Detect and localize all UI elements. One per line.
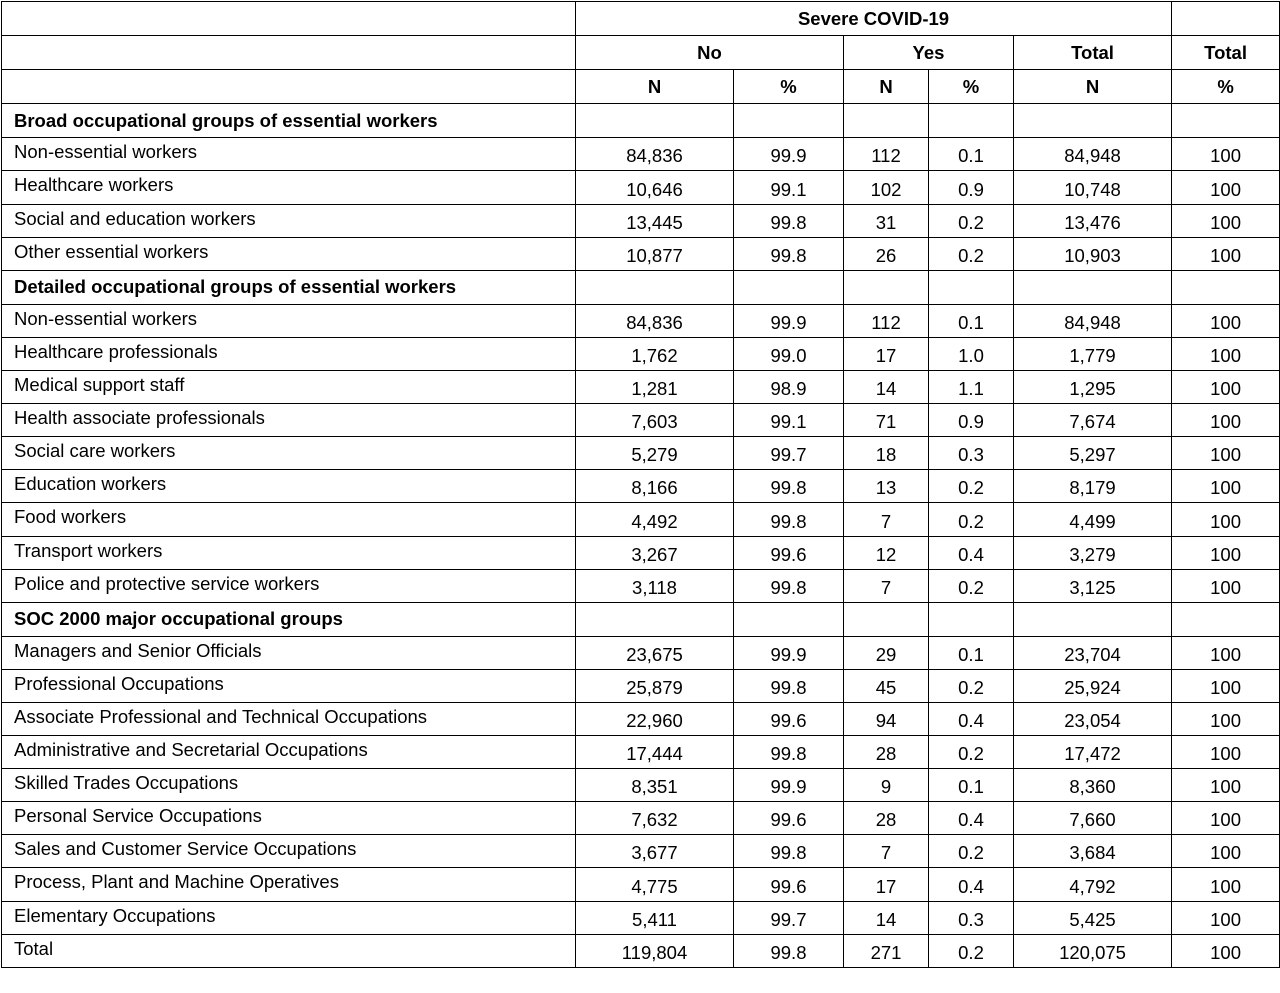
- cell-no-pct: 99.9: [734, 769, 844, 802]
- cell-no-n: 7,632: [576, 802, 734, 835]
- cell-total-n: 84,948: [1014, 138, 1172, 171]
- row-label: Medical support staff: [2, 371, 576, 404]
- cell-yes-pct: 0.1: [929, 769, 1014, 802]
- cell-no-pct: 98.9: [734, 371, 844, 404]
- header-row-2: [2, 36, 1280, 70]
- cell-yes-pct: 0.2: [929, 237, 1014, 270]
- cell-yes-n: 17: [844, 337, 929, 370]
- cell-no-pct: 99.8: [734, 835, 844, 868]
- cell-total-pct: 100: [1172, 536, 1280, 569]
- cell-total-n: 8,179: [1014, 470, 1172, 503]
- cell-total-pct: 100: [1172, 337, 1280, 370]
- cell-total-pct: 100: [1172, 736, 1280, 769]
- cell-yes-pct: 0.2: [929, 470, 1014, 503]
- cell-total-n: 10,903: [1014, 237, 1172, 270]
- cell-yes-n: 7: [844, 503, 929, 536]
- cell-total-pct: 100: [1172, 470, 1280, 503]
- header-no-n: N: [576, 70, 734, 104]
- table-row: [2, 736, 1280, 769]
- cell-yes-n: 29: [844, 636, 929, 669]
- cell-yes-pct: 0.4: [929, 802, 1014, 835]
- row-label: Skilled Trades Occupations: [2, 769, 576, 802]
- cell-total-n: 7,674: [1014, 404, 1172, 437]
- cell-no-n: 8,166: [576, 470, 734, 503]
- cell-total-pct: 100: [1172, 304, 1280, 337]
- cell-no-n: 3,118: [576, 569, 734, 602]
- cell-total-pct: 100: [1172, 669, 1280, 702]
- cell-total-n: 25,924: [1014, 669, 1172, 702]
- cell-yes-n: 14: [844, 371, 929, 404]
- cell-no-pct: 99.8: [734, 736, 844, 769]
- section-header-row: [2, 270, 1280, 304]
- cell-no-n: 5,411: [576, 901, 734, 934]
- cell-no-n: 10,646: [576, 171, 734, 204]
- row-label: Transport workers: [2, 536, 576, 569]
- cell-yes-pct: 0.2: [929, 669, 1014, 702]
- cell-total-n: 23,054: [1014, 702, 1172, 735]
- cell-no-n: 23,675: [576, 636, 734, 669]
- cell-no-pct: 99.8: [734, 934, 844, 967]
- cell-total-pct: 100: [1172, 437, 1280, 470]
- cell-yes-pct: 0.4: [929, 702, 1014, 735]
- cell-total-pct: 100: [1172, 204, 1280, 237]
- cell-no-pct: 99.7: [734, 901, 844, 934]
- cell-yes-pct: 0.4: [929, 536, 1014, 569]
- row-label: Total: [2, 934, 576, 967]
- cell-no-n: 84,836: [576, 138, 734, 171]
- cell-no-pct: 99.9: [734, 636, 844, 669]
- table-row: [2, 802, 1280, 835]
- cell-no-pct: 99.1: [734, 171, 844, 204]
- cell-total-n: 3,125: [1014, 569, 1172, 602]
- table-row: [2, 337, 1280, 370]
- cell-total-n: 3,684: [1014, 835, 1172, 868]
- header-total-pct-unit: %: [1172, 70, 1280, 104]
- table-row: [2, 669, 1280, 702]
- cell-no-pct: 99.8: [734, 669, 844, 702]
- cell-no-n: 3,267: [576, 536, 734, 569]
- cell-total-pct: 100: [1172, 702, 1280, 735]
- header-row-3: [2, 70, 1280, 104]
- cell-yes-n: 14: [844, 901, 929, 934]
- cell-total-pct: 100: [1172, 769, 1280, 802]
- cell-yes-n: 94: [844, 702, 929, 735]
- table-row: [2, 304, 1280, 337]
- cell-yes-n: 17: [844, 868, 929, 901]
- empty-cell: [734, 270, 844, 304]
- empty-cell: [844, 602, 929, 636]
- cell-yes-n: 13: [844, 470, 929, 503]
- cell-yes-n: 45: [844, 669, 929, 702]
- empty-cell: [929, 104, 1014, 138]
- cell-total-pct: 100: [1172, 237, 1280, 270]
- table-row: [2, 536, 1280, 569]
- row-label: Other essential workers: [2, 237, 576, 270]
- cell-no-n: 4,775: [576, 868, 734, 901]
- cell-yes-n: 26: [844, 237, 929, 270]
- cell-yes-n: 28: [844, 736, 929, 769]
- header-blank: [1172, 2, 1280, 36]
- row-label: Education workers: [2, 470, 576, 503]
- cell-yes-n: 102: [844, 171, 929, 204]
- row-label: Sales and Customer Service Occupations: [2, 835, 576, 868]
- cell-yes-pct: 0.1: [929, 304, 1014, 337]
- cell-yes-n: 18: [844, 437, 929, 470]
- empty-cell: [844, 104, 929, 138]
- cell-yes-n: 112: [844, 304, 929, 337]
- header-total-pct: Total: [1172, 36, 1280, 70]
- row-label: Professional Occupations: [2, 669, 576, 702]
- empty-cell: [1014, 104, 1172, 138]
- section-title: SOC 2000 major occupational groups: [2, 602, 576, 636]
- empty-cell: [734, 104, 844, 138]
- cell-yes-n: 12: [844, 536, 929, 569]
- cell-yes-pct: 0.2: [929, 204, 1014, 237]
- cell-yes-n: 28: [844, 802, 929, 835]
- cell-total-n: 120,075: [1014, 934, 1172, 967]
- table-row: [2, 404, 1280, 437]
- covid-occupation-table: [1, 1, 1280, 968]
- cell-no-n: 5,279: [576, 437, 734, 470]
- cell-yes-pct: 0.2: [929, 503, 1014, 536]
- cell-total-n: 5,425: [1014, 901, 1172, 934]
- empty-cell: [576, 104, 734, 138]
- empty-cell: [576, 602, 734, 636]
- table-row: [2, 371, 1280, 404]
- cell-no-pct: 99.9: [734, 304, 844, 337]
- cell-yes-pct: 0.2: [929, 569, 1014, 602]
- empty-cell: [844, 270, 929, 304]
- row-label: Food workers: [2, 503, 576, 536]
- cell-no-n: 119,804: [576, 934, 734, 967]
- cell-yes-pct: 0.1: [929, 636, 1014, 669]
- table-row: [2, 769, 1280, 802]
- cell-no-pct: 99.8: [734, 204, 844, 237]
- cell-total-n: 84,948: [1014, 304, 1172, 337]
- section-title: Detailed occupational groups of essential workers: [2, 270, 576, 304]
- header-yes: Yes: [844, 36, 1014, 70]
- cell-yes-pct: 1.1: [929, 371, 1014, 404]
- cell-no-pct: 99.1: [734, 404, 844, 437]
- header-severe-covid: Severe COVID-19: [576, 2, 1172, 36]
- cell-yes-pct: 1.0: [929, 337, 1014, 370]
- table-row: [2, 138, 1280, 171]
- cell-total-pct: 100: [1172, 404, 1280, 437]
- cell-no-n: 4,492: [576, 503, 734, 536]
- cell-total-pct: 100: [1172, 934, 1280, 967]
- empty-cell: [734, 602, 844, 636]
- row-label: Process, Plant and Machine Operatives: [2, 868, 576, 901]
- cell-no-n: 1,281: [576, 371, 734, 404]
- row-label: Health associate professionals: [2, 404, 576, 437]
- cell-yes-n: 271: [844, 934, 929, 967]
- cell-no-n: 3,677: [576, 835, 734, 868]
- empty-cell: [1172, 104, 1280, 138]
- cell-total-n: 7,660: [1014, 802, 1172, 835]
- row-label: Police and protective service workers: [2, 569, 576, 602]
- row-label: Social and education workers: [2, 204, 576, 237]
- header-yes-n: N: [844, 70, 929, 104]
- cell-total-pct: 100: [1172, 138, 1280, 171]
- table-row: [2, 636, 1280, 669]
- row-label: Administrative and Secretarial Occupations: [2, 736, 576, 769]
- table-row: [2, 868, 1280, 901]
- table-row: [2, 503, 1280, 536]
- cell-yes-pct: 0.3: [929, 901, 1014, 934]
- cell-no-n: 10,877: [576, 237, 734, 270]
- cell-total-n: 23,704: [1014, 636, 1172, 669]
- cell-total-n: 1,779: [1014, 337, 1172, 370]
- cell-total-n: 5,297: [1014, 437, 1172, 470]
- cell-yes-n: 9: [844, 769, 929, 802]
- cell-no-pct: 99.0: [734, 337, 844, 370]
- table-row: [2, 171, 1280, 204]
- cell-yes-pct: 0.4: [929, 868, 1014, 901]
- cell-total-n: 1,295: [1014, 371, 1172, 404]
- header-row-1: [2, 2, 1280, 36]
- cell-yes-pct: 0.9: [929, 404, 1014, 437]
- table-row: [2, 702, 1280, 735]
- row-label: Managers and Senior Officials: [2, 636, 576, 669]
- row-label: Elementary Occupations: [2, 901, 576, 934]
- cell-yes-pct: 0.2: [929, 736, 1014, 769]
- cell-total-pct: 100: [1172, 371, 1280, 404]
- cell-yes-pct: 0.1: [929, 138, 1014, 171]
- cell-no-n: 22,960: [576, 702, 734, 735]
- cell-no-n: 84,836: [576, 304, 734, 337]
- cell-total-pct: 100: [1172, 503, 1280, 536]
- cell-no-n: 1,762: [576, 337, 734, 370]
- cell-yes-n: 71: [844, 404, 929, 437]
- cell-total-n: 3,279: [1014, 536, 1172, 569]
- table-row: [2, 569, 1280, 602]
- header-blank: [2, 2, 576, 36]
- cell-no-pct: 99.9: [734, 138, 844, 171]
- table-row: [2, 237, 1280, 270]
- cell-total-pct: 100: [1172, 802, 1280, 835]
- row-label: Healthcare workers: [2, 171, 576, 204]
- cell-total-pct: 100: [1172, 171, 1280, 204]
- header-no-pct: %: [734, 70, 844, 104]
- cell-total-pct: 100: [1172, 868, 1280, 901]
- cell-no-n: 25,879: [576, 669, 734, 702]
- cell-total-n: 4,499: [1014, 503, 1172, 536]
- header-blank: [2, 70, 576, 104]
- cell-no-pct: 99.8: [734, 569, 844, 602]
- row-label: Personal Service Occupations: [2, 802, 576, 835]
- cell-no-pct: 99.8: [734, 503, 844, 536]
- cell-no-pct: 99.7: [734, 437, 844, 470]
- cell-no-pct: 99.6: [734, 536, 844, 569]
- cell-total-n: 10,748: [1014, 171, 1172, 204]
- cell-yes-n: 7: [844, 835, 929, 868]
- row-label: Associate Professional and Technical Occupations: [2, 702, 576, 735]
- cell-total-n: 8,360: [1014, 769, 1172, 802]
- section-header-row: [2, 104, 1280, 138]
- table-row: [2, 204, 1280, 237]
- cell-no-n: 17,444: [576, 736, 734, 769]
- cell-total-n: 17,472: [1014, 736, 1172, 769]
- header-no: No: [576, 36, 844, 70]
- cell-no-pct: 99.8: [734, 470, 844, 503]
- cell-yes-pct: 0.2: [929, 835, 1014, 868]
- table-row: [2, 835, 1280, 868]
- cell-total-pct: 100: [1172, 835, 1280, 868]
- row-label: Non-essential workers: [2, 304, 576, 337]
- cell-no-pct: 99.6: [734, 702, 844, 735]
- cell-total-n: 13,476: [1014, 204, 1172, 237]
- empty-cell: [1172, 270, 1280, 304]
- cell-no-pct: 99.8: [734, 237, 844, 270]
- cell-no-pct: 99.6: [734, 868, 844, 901]
- cell-no-n: 7,603: [576, 404, 734, 437]
- cell-total-pct: 100: [1172, 901, 1280, 934]
- header-total: Total: [1014, 36, 1172, 70]
- cell-no-n: 8,351: [576, 769, 734, 802]
- cell-no-n: 13,445: [576, 204, 734, 237]
- header-yes-pct: %: [929, 70, 1014, 104]
- empty-cell: [576, 270, 734, 304]
- header-blank: [2, 36, 576, 70]
- table-row: [2, 470, 1280, 503]
- table-row: [2, 437, 1280, 470]
- cell-yes-n: 7: [844, 569, 929, 602]
- cell-total-n: 4,792: [1014, 868, 1172, 901]
- empty-cell: [929, 602, 1014, 636]
- cell-no-pct: 99.6: [734, 802, 844, 835]
- cell-yes-n: 112: [844, 138, 929, 171]
- header-total-n: N: [1014, 70, 1172, 104]
- cell-yes-n: 31: [844, 204, 929, 237]
- section-header-row: [2, 602, 1280, 636]
- row-label: Social care workers: [2, 437, 576, 470]
- empty-cell: [1014, 602, 1172, 636]
- total-row: [2, 934, 1280, 967]
- empty-cell: [929, 270, 1014, 304]
- empty-cell: [1172, 602, 1280, 636]
- cell-yes-pct: 0.3: [929, 437, 1014, 470]
- row-label: Non-essential workers: [2, 138, 576, 171]
- cell-total-pct: 100: [1172, 636, 1280, 669]
- table-row: [2, 901, 1280, 934]
- empty-cell: [1014, 270, 1172, 304]
- cell-total-pct: 100: [1172, 569, 1280, 602]
- row-label: Healthcare professionals: [2, 337, 576, 370]
- section-title: Broad occupational groups of essential workers: [2, 104, 576, 138]
- cell-yes-pct: 0.2: [929, 934, 1014, 967]
- cell-yes-pct: 0.9: [929, 171, 1014, 204]
